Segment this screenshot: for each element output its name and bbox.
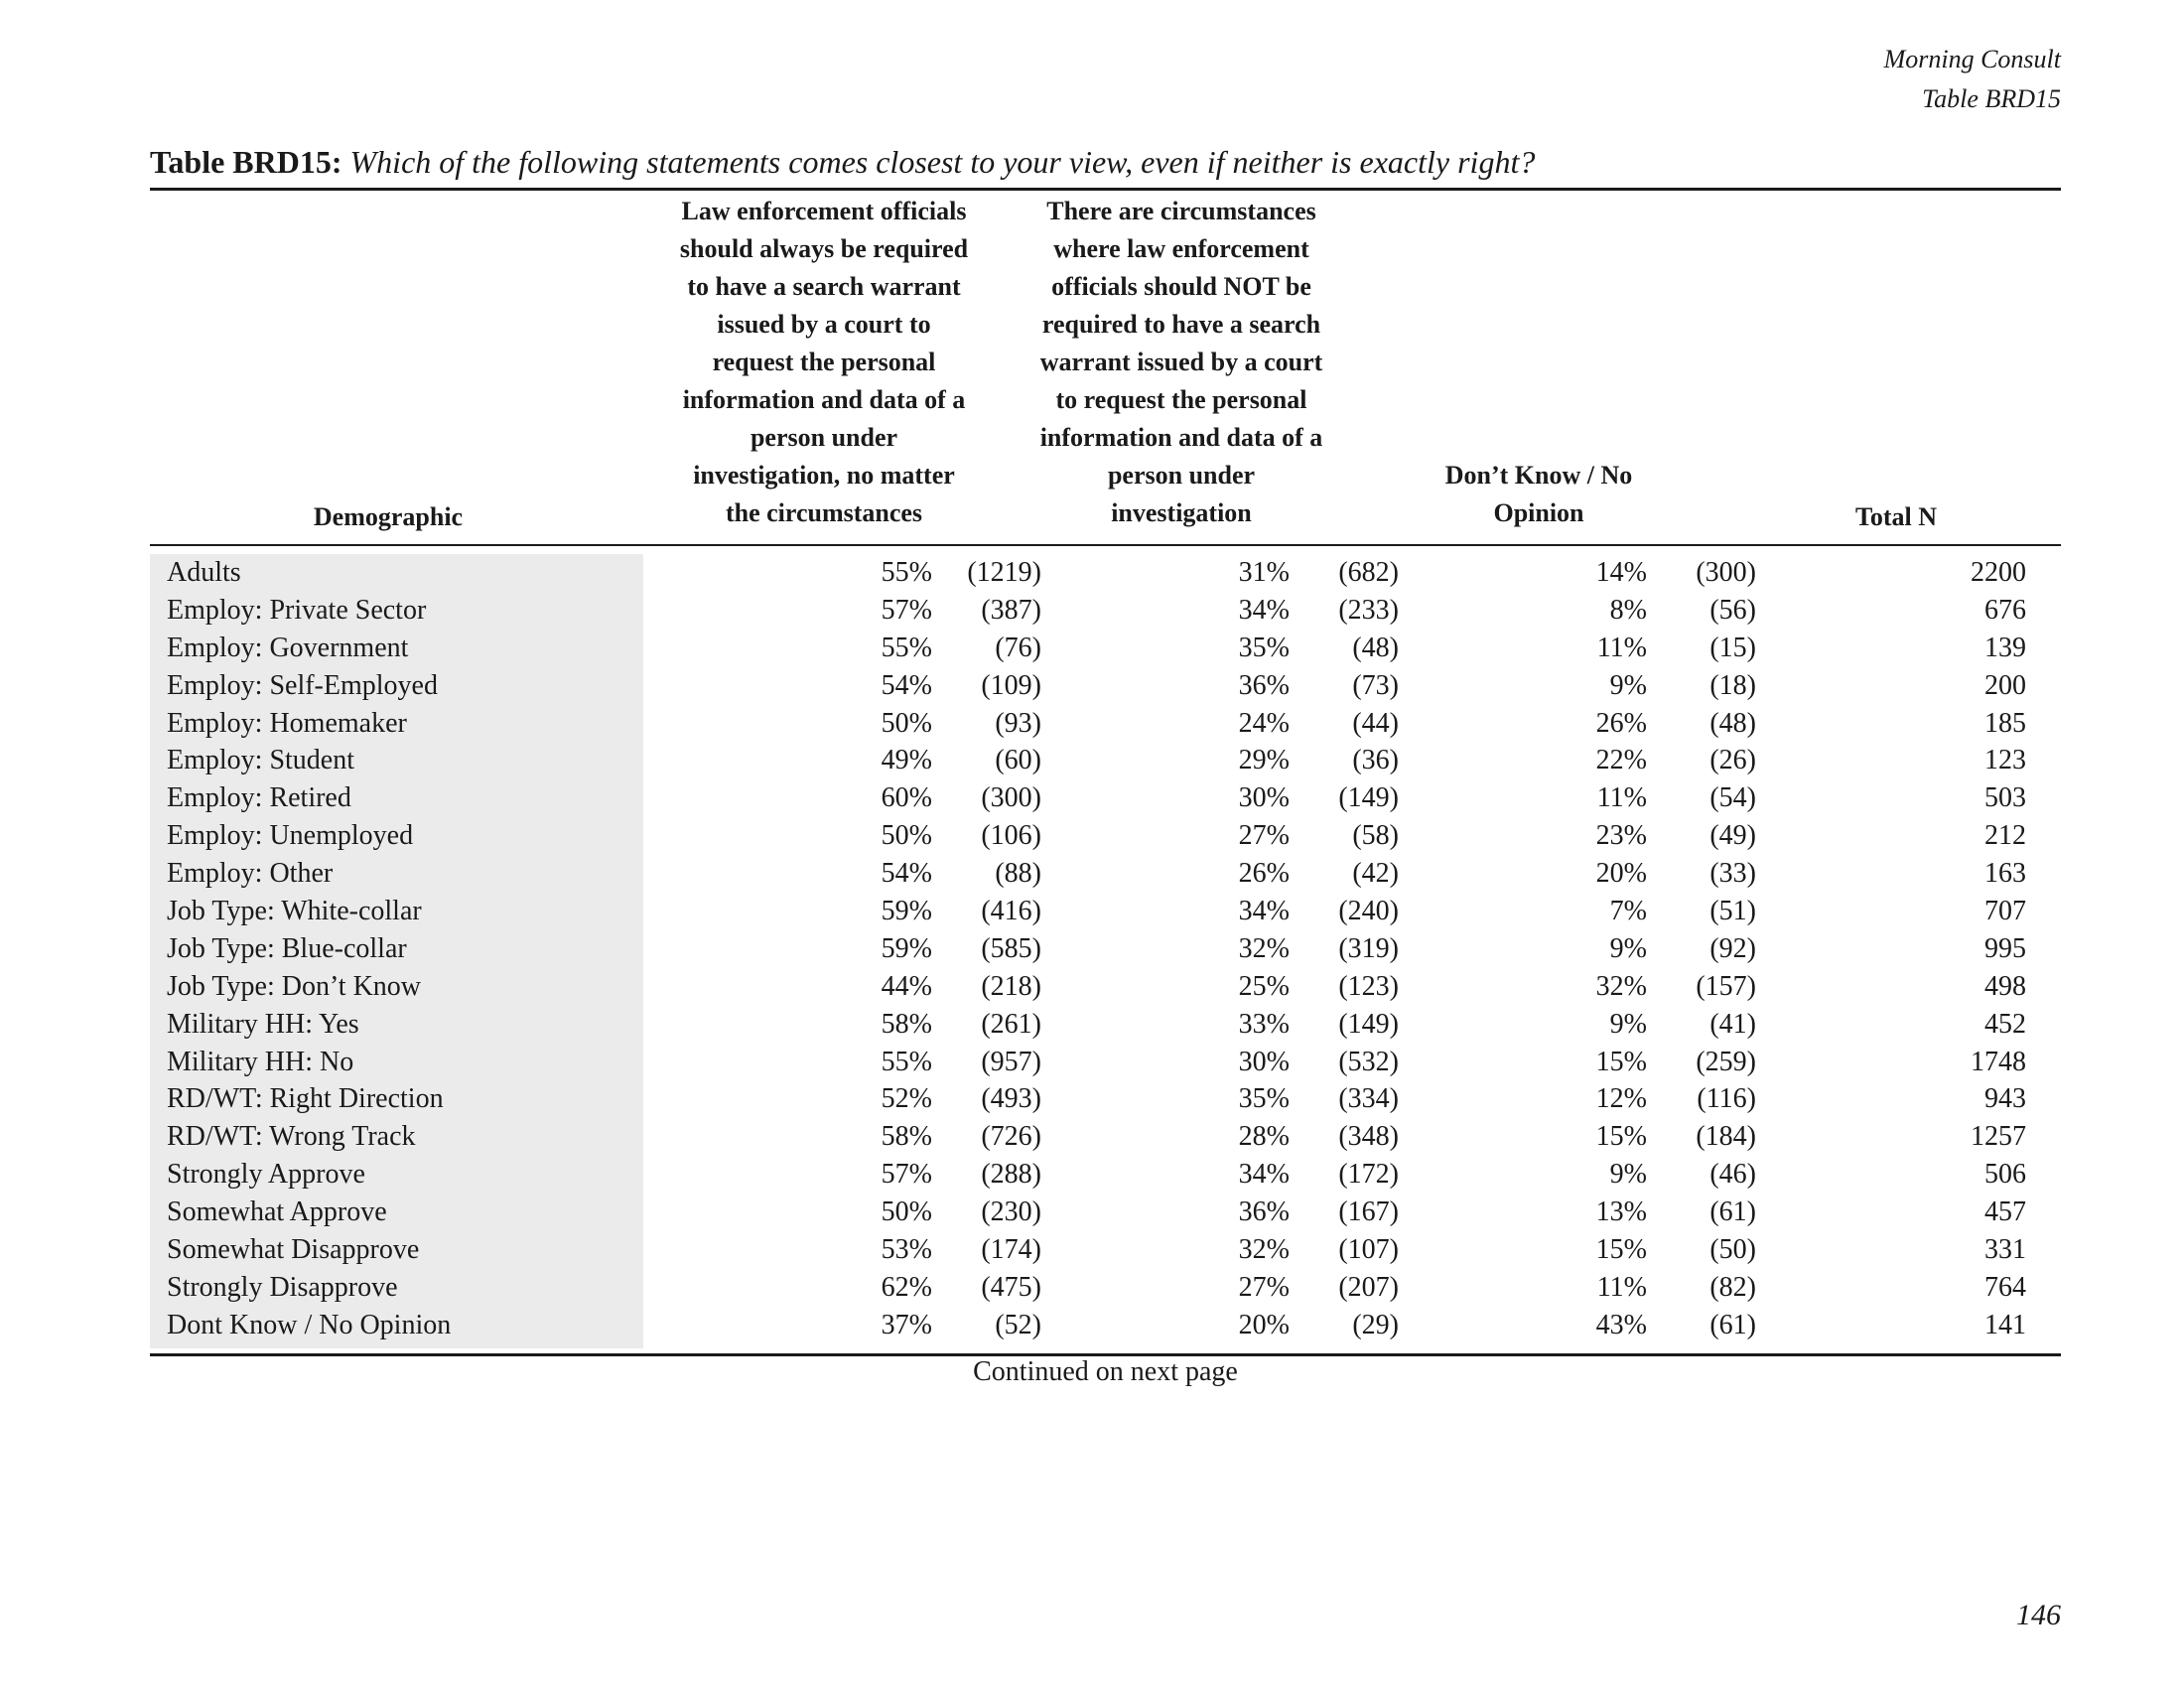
warrant-not-always-count: (58) bbox=[1352, 820, 1399, 852]
warrant-always-percent: 50% bbox=[881, 1196, 932, 1228]
warrant-always-percent: 37% bbox=[881, 1309, 932, 1340]
total-n: 452 bbox=[1984, 1008, 2026, 1040]
warrant-always-percent: 49% bbox=[881, 745, 932, 776]
dont-know-count: (33) bbox=[1709, 858, 1756, 890]
demographic-label: Adults bbox=[167, 557, 241, 588]
total-n: 331 bbox=[1984, 1234, 2026, 1266]
table-row bbox=[150, 893, 2061, 930]
warrant-always-percent: 62% bbox=[881, 1271, 932, 1303]
column-header-dont-know: Don’t Know / No Opinion bbox=[1444, 461, 1633, 527]
dont-know-percent: 20% bbox=[1595, 858, 1647, 890]
table-id: Table BRD15 bbox=[1922, 84, 2061, 113]
total-n: 503 bbox=[1984, 782, 2026, 814]
warrant-not-always-count: (167) bbox=[1338, 1196, 1399, 1228]
table-row bbox=[150, 779, 2061, 817]
total-n: 943 bbox=[1984, 1083, 2026, 1115]
warrant-not-always-count: (29) bbox=[1352, 1309, 1399, 1340]
warrant-always-percent: 57% bbox=[881, 594, 932, 626]
table-row bbox=[150, 1118, 2061, 1156]
dont-know-percent: 11% bbox=[1596, 1271, 1647, 1303]
total-n: 498 bbox=[1984, 970, 2026, 1002]
total-n: 707 bbox=[1984, 896, 2026, 927]
warrant-not-always-percent: 33% bbox=[1238, 1008, 1290, 1040]
warrant-not-always-percent: 36% bbox=[1238, 669, 1290, 701]
dont-know-count: (259) bbox=[1696, 1046, 1756, 1077]
warrant-not-always-percent: 30% bbox=[1238, 1046, 1290, 1077]
warrant-always-percent: 60% bbox=[881, 782, 932, 814]
demographic-label: RD/WT: Wrong Track bbox=[167, 1121, 416, 1153]
warrant-not-always-count: (348) bbox=[1338, 1121, 1399, 1153]
demographic-label: Employ: Student bbox=[167, 745, 354, 776]
total-n: 1748 bbox=[1971, 1046, 2026, 1077]
demographic-label: Somewhat Disapprove bbox=[167, 1234, 420, 1266]
dont-know-percent: 9% bbox=[1609, 932, 1647, 964]
total-n: 676 bbox=[1984, 594, 2026, 626]
warrant-always-count: (109) bbox=[981, 669, 1041, 701]
warrant-always-percent: 50% bbox=[881, 707, 932, 739]
warrant-not-always-percent: 35% bbox=[1238, 1083, 1290, 1115]
dont-know-percent: 11% bbox=[1596, 782, 1647, 814]
demographic-label: Dont Know / No Opinion bbox=[167, 1309, 452, 1340]
warrant-not-always-percent: 20% bbox=[1238, 1309, 1290, 1340]
warrant-always-count: (416) bbox=[981, 896, 1041, 927]
warrant-not-always-count: (149) bbox=[1338, 782, 1399, 814]
table-row bbox=[150, 1080, 2061, 1118]
report-header bbox=[1884, 40, 2061, 119]
warrant-not-always-percent: 36% bbox=[1238, 1196, 1290, 1228]
warrant-not-always-percent: 34% bbox=[1238, 896, 1290, 927]
total-n: 995 bbox=[1984, 932, 2026, 964]
demographic-label: Employ: Unemployed bbox=[167, 820, 414, 852]
warrant-not-always-count: (73) bbox=[1352, 669, 1399, 701]
warrant-not-always-count: (319) bbox=[1338, 932, 1399, 964]
warrant-not-always-percent: 34% bbox=[1238, 594, 1290, 626]
dont-know-count: (56) bbox=[1709, 594, 1756, 626]
warrant-always-percent: 50% bbox=[881, 820, 932, 852]
table-row bbox=[150, 742, 2061, 779]
warrant-not-always-percent: 28% bbox=[1238, 1121, 1290, 1153]
warrant-always-count: (76) bbox=[995, 632, 1041, 663]
table-title bbox=[150, 144, 1535, 181]
warrant-not-always-count: (172) bbox=[1338, 1159, 1399, 1191]
warrant-always-percent: 53% bbox=[881, 1234, 932, 1266]
demographic-label: Job Type: White-collar bbox=[167, 896, 422, 927]
warrant-always-percent: 58% bbox=[881, 1008, 932, 1040]
warrant-not-always-count: (334) bbox=[1338, 1083, 1399, 1115]
warrant-always-count: (60) bbox=[995, 745, 1041, 776]
warrant-always-percent: 54% bbox=[881, 858, 932, 890]
dont-know-percent: 32% bbox=[1595, 970, 1647, 1002]
dont-know-percent: 8% bbox=[1609, 594, 1647, 626]
warrant-not-always-percent: 24% bbox=[1238, 707, 1290, 739]
demographic-label: RD/WT: Right Direction bbox=[167, 1083, 444, 1115]
warrant-not-always-count: (123) bbox=[1338, 970, 1399, 1002]
dont-know-percent: 15% bbox=[1595, 1234, 1647, 1266]
table-title-label: Table BRD15: bbox=[150, 144, 342, 180]
warrant-always-percent: 55% bbox=[881, 632, 932, 663]
warrant-always-count: (300) bbox=[981, 782, 1041, 814]
warrant-not-always-percent: 31% bbox=[1238, 557, 1290, 588]
total-n: 457 bbox=[1984, 1196, 2026, 1228]
warrant-always-count: (93) bbox=[995, 707, 1041, 739]
warrant-not-always-percent: 35% bbox=[1238, 632, 1290, 663]
demographic-label: Military HH: Yes bbox=[167, 1008, 359, 1040]
dont-know-percent: 12% bbox=[1595, 1083, 1647, 1115]
warrant-always-percent: 57% bbox=[881, 1159, 932, 1191]
dont-know-percent: 11% bbox=[1596, 632, 1647, 663]
demographic-label: Employ: Government bbox=[167, 632, 409, 663]
demographic-label: Employ: Self-Employed bbox=[167, 669, 438, 701]
warrant-always-count: (1219) bbox=[967, 557, 1041, 588]
dont-know-percent: 9% bbox=[1609, 669, 1647, 701]
warrant-always-percent: 59% bbox=[881, 896, 932, 927]
table-row bbox=[150, 1307, 2061, 1344]
dont-know-percent: 22% bbox=[1595, 745, 1647, 776]
dont-know-percent: 15% bbox=[1595, 1121, 1647, 1153]
demographic-label: Strongly Disapprove bbox=[167, 1271, 398, 1303]
warrant-always-percent: 58% bbox=[881, 1121, 932, 1153]
warrant-not-always-count: (207) bbox=[1338, 1271, 1399, 1303]
column-header-total-n: Total N bbox=[1854, 502, 1938, 531]
warrant-not-always-percent: 32% bbox=[1238, 1234, 1290, 1266]
warrant-not-always-count: (233) bbox=[1338, 594, 1399, 626]
warrant-not-always-percent: 30% bbox=[1238, 782, 1290, 814]
warrant-not-always-count: (532) bbox=[1338, 1046, 1399, 1077]
table-row bbox=[150, 855, 2061, 893]
dont-know-count: (61) bbox=[1709, 1196, 1756, 1228]
dont-know-percent: 15% bbox=[1595, 1046, 1647, 1077]
table-row bbox=[150, 705, 2061, 743]
dont-know-count: (41) bbox=[1709, 1008, 1756, 1040]
dont-know-percent: 43% bbox=[1595, 1309, 1647, 1340]
demographic-label: Employ: Other bbox=[167, 858, 334, 890]
total-n: 163 bbox=[1984, 858, 2026, 890]
dont-know-count: (49) bbox=[1709, 820, 1756, 852]
dont-know-percent: 14% bbox=[1595, 557, 1647, 588]
warrant-always-count: (493) bbox=[981, 1083, 1041, 1115]
total-n: 506 bbox=[1984, 1159, 2026, 1191]
total-n: 185 bbox=[1984, 707, 2026, 739]
warrant-not-always-count: (42) bbox=[1352, 858, 1399, 890]
table-row bbox=[150, 1006, 2061, 1044]
continued-note: Continued on next page bbox=[973, 1356, 1238, 1387]
total-n: 2200 bbox=[1971, 557, 2026, 588]
warrant-not-always-percent: 27% bbox=[1238, 1271, 1290, 1303]
total-n: 212 bbox=[1984, 820, 2026, 852]
dont-know-count: (51) bbox=[1709, 896, 1756, 927]
dont-know-count: (18) bbox=[1709, 669, 1756, 701]
column-header-demographic: Demographic bbox=[313, 502, 464, 531]
demographic-label: Job Type: Blue-collar bbox=[167, 932, 407, 964]
company-name: Morning Consult bbox=[1883, 45, 2061, 73]
dont-know-count: (300) bbox=[1696, 557, 1756, 588]
warrant-always-percent: 55% bbox=[881, 557, 932, 588]
warrant-always-count: (726) bbox=[981, 1121, 1041, 1153]
dont-know-percent: 9% bbox=[1609, 1008, 1647, 1040]
header-rule bbox=[150, 544, 2061, 546]
dont-know-count: (50) bbox=[1709, 1234, 1756, 1266]
warrant-always-count: (106) bbox=[981, 820, 1041, 852]
table-row bbox=[150, 930, 2061, 968]
dont-know-percent: 23% bbox=[1595, 820, 1647, 852]
warrant-not-always-percent: 34% bbox=[1238, 1159, 1290, 1191]
table-row bbox=[150, 1156, 2061, 1194]
dont-know-percent: 13% bbox=[1595, 1196, 1647, 1228]
column-header-warrant-always: Law enforcement officials should always be required to have a search warrant issued by a court to request the personal information and data of a person under investigation, no matter the circumstances bbox=[679, 197, 969, 527]
warrant-not-always-count: (36) bbox=[1352, 745, 1399, 776]
warrant-always-count: (88) bbox=[995, 858, 1041, 890]
demographic-label: Job Type: Don’t Know bbox=[167, 970, 422, 1002]
table-row bbox=[150, 968, 2061, 1006]
warrant-always-count: (230) bbox=[981, 1196, 1041, 1228]
dont-know-count: (157) bbox=[1696, 970, 1756, 1002]
total-n: 764 bbox=[1984, 1271, 2026, 1303]
warrant-not-always-percent: 27% bbox=[1238, 820, 1290, 852]
dont-know-count: (48) bbox=[1709, 707, 1756, 739]
warrant-always-count: (261) bbox=[981, 1008, 1041, 1040]
table-row bbox=[150, 817, 2061, 855]
dont-know-count: (26) bbox=[1709, 745, 1756, 776]
table-row bbox=[150, 1044, 2061, 1081]
warrant-always-percent: 44% bbox=[881, 970, 932, 1002]
table-row bbox=[150, 1269, 2061, 1307]
table-row bbox=[150, 1194, 2061, 1231]
warrant-always-percent: 52% bbox=[881, 1083, 932, 1115]
dont-know-count: (61) bbox=[1709, 1309, 1756, 1340]
warrant-always-count: (174) bbox=[981, 1234, 1041, 1266]
warrant-always-count: (957) bbox=[981, 1046, 1041, 1077]
dont-know-count: (54) bbox=[1709, 782, 1756, 814]
warrant-not-always-count: (107) bbox=[1338, 1234, 1399, 1266]
warrant-always-count: (475) bbox=[981, 1271, 1041, 1303]
demographic-label: Strongly Approve bbox=[167, 1159, 365, 1191]
dont-know-percent: 9% bbox=[1609, 1159, 1647, 1191]
total-n: 139 bbox=[1984, 632, 2026, 663]
warrant-not-always-percent: 26% bbox=[1238, 858, 1290, 890]
total-n: 1257 bbox=[1971, 1121, 2026, 1153]
total-n: 141 bbox=[1984, 1309, 2026, 1340]
dont-know-percent: 26% bbox=[1595, 707, 1647, 739]
warrant-always-percent: 54% bbox=[881, 669, 932, 701]
demographic-label: Military HH: No bbox=[167, 1046, 354, 1077]
dont-know-percent: 7% bbox=[1609, 896, 1647, 927]
warrant-always-count: (52) bbox=[995, 1309, 1041, 1340]
warrant-always-count: (288) bbox=[981, 1159, 1041, 1191]
demographic-label: Employ: Homemaker bbox=[167, 707, 407, 739]
demographic-label: Somewhat Approve bbox=[167, 1196, 387, 1228]
warrant-not-always-count: (149) bbox=[1338, 1008, 1399, 1040]
total-n: 200 bbox=[1984, 669, 2026, 701]
warrant-always-count: (387) bbox=[981, 594, 1041, 626]
warrant-always-count: (585) bbox=[981, 932, 1041, 964]
warrant-always-percent: 59% bbox=[881, 932, 932, 964]
page-number: 146 bbox=[2016, 1599, 2061, 1631]
warrant-not-always-count: (682) bbox=[1338, 557, 1399, 588]
warrant-always-percent: 55% bbox=[881, 1046, 932, 1077]
table-row bbox=[150, 1231, 2061, 1269]
table-row bbox=[150, 667, 2061, 705]
warrant-not-always-percent: 32% bbox=[1238, 932, 1290, 964]
warrant-not-always-count: (44) bbox=[1352, 707, 1399, 739]
dont-know-count: (92) bbox=[1709, 932, 1756, 964]
table-top-rule bbox=[150, 188, 2061, 191]
warrant-not-always-percent: 29% bbox=[1238, 745, 1290, 776]
dont-know-count: (184) bbox=[1696, 1121, 1756, 1153]
warrant-always-count: (218) bbox=[981, 970, 1041, 1002]
warrant-not-always-percent: 25% bbox=[1238, 970, 1290, 1002]
column-header-warrant-not-always: There are circumstances where law enforcement officials should NOT be required to have a search warrant issued by a court to request the personal information and data of a person under investigation bbox=[1039, 197, 1323, 527]
table-row bbox=[150, 630, 2061, 667]
table-row bbox=[150, 592, 2061, 630]
warrant-not-always-count: (48) bbox=[1352, 632, 1399, 663]
table-body bbox=[150, 554, 2061, 1344]
warrant-not-always-count: (240) bbox=[1338, 896, 1399, 927]
demographic-label: Employ: Private Sector bbox=[167, 594, 427, 626]
dont-know-count: (82) bbox=[1709, 1271, 1756, 1303]
dont-know-count: (46) bbox=[1709, 1159, 1756, 1191]
table-row bbox=[150, 554, 2061, 592]
demographic-label: Employ: Retired bbox=[167, 782, 351, 814]
dont-know-count: (15) bbox=[1709, 632, 1756, 663]
total-n: 123 bbox=[1984, 745, 2026, 776]
table-question: Which of the following statements comes closest to your view, even if neither is exactly right? bbox=[349, 144, 1536, 180]
dont-know-count: (116) bbox=[1697, 1083, 1756, 1115]
